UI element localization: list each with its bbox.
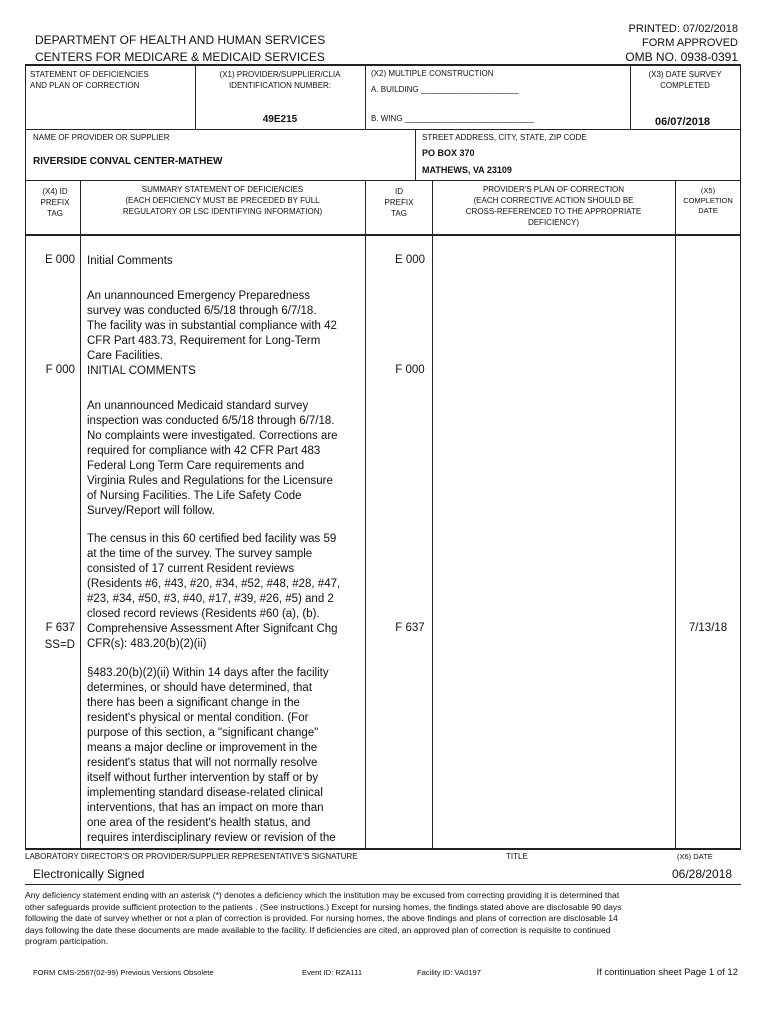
f000-comment: An unannounced Medicaid standard survey inspection was conducted 6/5/18 through 6/7/18. No complaints were investigated. Corrections are required for compliance with 42 CFR Part 483 Federal Long Term Care requirements and Virginia Rules and Regulations for the Licensure of Nursing Facilities. The Life Safety Code Survey/Report will follow. [87, 400, 338, 517]
department-title: DEPARTMENT OF HEALTH AND HUMAN SERVICES [35, 33, 326, 47]
street-divider [415, 129, 416, 180]
body-divider-4 [675, 180, 676, 849]
f637-regulation-text: §483.20(b)(2)(ii) Within 14 days after the facility determines, or should have determined, that there has been a significant change in the resident's physical or mental condition. (For purpose of this section, a "significant change" means a major decline or improvement in the resident's status that will not normally resolve itself without further intervention by staff or by implementing standard disease-related clinical interventions, that has an impact on more than one area of the resident's health status, and requires interdisciplinary review or revision of the [87, 667, 336, 844]
building-field: A. BUILDING ______________________ [371, 85, 519, 94]
multiple-construction-label: (X2) MULTIPLE CONSTRUCTION [371, 69, 494, 78]
street-line-1: PO BOX 370 [422, 148, 475, 158]
signature-bottom-border [25, 884, 741, 885]
f000-title: INITIAL COMMENTS [87, 365, 196, 377]
f000-tag: F 000 [45, 364, 75, 376]
plan-of-correction-header: PROVIDER'S PLAN OF CORRECTION (EACH CORRECTIVE ACTION SHOULD BE CROSS-REFERENCED TO THE APPROPRIATE DEFICIENCY) [465, 185, 642, 227]
body-divider-1 [80, 180, 81, 849]
form-number: FORM CMS-2567(02-99) Previous Versions Obsolete [33, 968, 214, 977]
printed-date: PRINTED: 07/02/2018 [628, 23, 738, 35]
signature-value: Electronically Signed [33, 867, 145, 881]
right-border [740, 64, 741, 849]
signature-top-border [25, 848, 741, 850]
summary-header: SUMMARY STATEMENT OF DEFICIENCIES (EACH DEFICIENCY MUST BE PRECEDED BY FULL REGULATORY OR LSC IDENTIFYING INFORMATION) [122, 185, 323, 216]
statement-label: STATEMENT OF DEFICIENCIES AND PLAN OF CORRECTION [30, 70, 149, 90]
title-label: TITLE [506, 852, 528, 861]
row-divider-1 [25, 129, 741, 130]
provider-id-label: (X1) PROVIDER/SUPPLIER/CLIA IDENTIFICATION NUMBER: [219, 70, 341, 90]
id-prefix-header: ID PREFIX TAG [384, 187, 414, 218]
disclaimer-text: Any deficiency statement ending with an asterisk (*) denotes a deficiency which the institution may be excused from correcting providing it is determined that other safeguards provide sufficient protection to the patients . (See instructions.) Except for nursing homes, the findings stated above are disclosable 90 days following the date of survey whether or not a plan of correction is provided. For nursing homes, the above findings and plans of correction are disclosable 14 days following the date these documents are made available to the facility. If deficiencies are cited, an approved plan of correction is requisite to continued program participation. [25, 890, 622, 946]
signature-label: LABORATORY DIRECTOR'S OR PROVIDER/SUPPLIER REPRESENTATIVE'S SIGNATURE [25, 852, 358, 861]
f637-tag: F 637 [45, 622, 75, 634]
top-border [25, 64, 741, 66]
f000-id-tag: F 000 [395, 364, 425, 376]
census-comment: The census in this 60 certified bed facility was 59 at the time of the survey. The survey sample consisted of 17 current Resident reviews (Residents #6, #43, #20, #34, #52, #48, #28, #47, #23, #34, #50, #3, #40, #17, #39, #26, #5) and 2 closed record reviews (Residents #60 (a), (b). [87, 533, 341, 620]
date-survey-value: 06/07/2018 [655, 116, 711, 128]
page-number: If continuation sheet Page 1 of 12 [596, 967, 738, 978]
row-divider-2 [25, 180, 741, 181]
e000-id-tag: E 000 [394, 254, 426, 266]
body-divider-3 [432, 180, 433, 849]
event-id: Event ID: RZA111 [302, 968, 363, 977]
x4-prefix-header: (X4) ID PREFIX TAG [40, 187, 70, 218]
e000-title: Initial Comments [87, 255, 173, 267]
provider-name-label: NAME OF PROVIDER OR SUPPLIER [33, 133, 170, 142]
f637-completion-date: 7/13/18 [688, 622, 728, 634]
x6-date-label: (X6) DATE [677, 852, 713, 861]
body-divider-2 [365, 180, 366, 849]
f637-id-tag: F 637 [395, 622, 425, 634]
provider-name: RIVERSIDE CONVAL CENTER-MATHEW [33, 156, 223, 167]
centers-title: CENTERS FOR MEDICARE & MEDICAID SERVICES [35, 50, 325, 64]
omb-number: OMB NO. 0938-0391 [625, 50, 738, 64]
wing-field: B. WING _____________________________ [371, 114, 534, 123]
provider-id-value: 49E215 [262, 114, 298, 125]
signature-date: 06/28/2018 [672, 867, 733, 881]
form-approved: FORM APPROVED [642, 37, 738, 49]
date-survey-label: (X3) DATE SURVEY COMPLETED [648, 70, 722, 90]
completion-date-header: (X5) COMPLETION DATE [683, 186, 733, 215]
e000-tag: E 000 [44, 254, 75, 266]
column-header-divider [25, 234, 741, 236]
f637-title: Comprehensive Assessment After Signifcant Chg CFR(s): 483.20(b)(2)(ii) [87, 623, 338, 650]
e000-comment: An unannounced Emergency Preparedness survey was conducted 6/5/18 through 6/7/18. The facility was in substantial compliance with 42 CFR Part 483.73, Requirement for Long-Term Care Facilities. [87, 290, 337, 362]
left-border [25, 64, 26, 849]
x2-divider [365, 64, 366, 129]
f637-scope-severity: SS=D [44, 639, 75, 651]
street-address-label: STREET ADDRESS, CITY, STATE, ZIP CODE [422, 133, 587, 142]
facility-id: Facility ID: VA0197 [417, 968, 482, 977]
street-line-2: MATHEWS, VA 23109 [422, 165, 512, 175]
